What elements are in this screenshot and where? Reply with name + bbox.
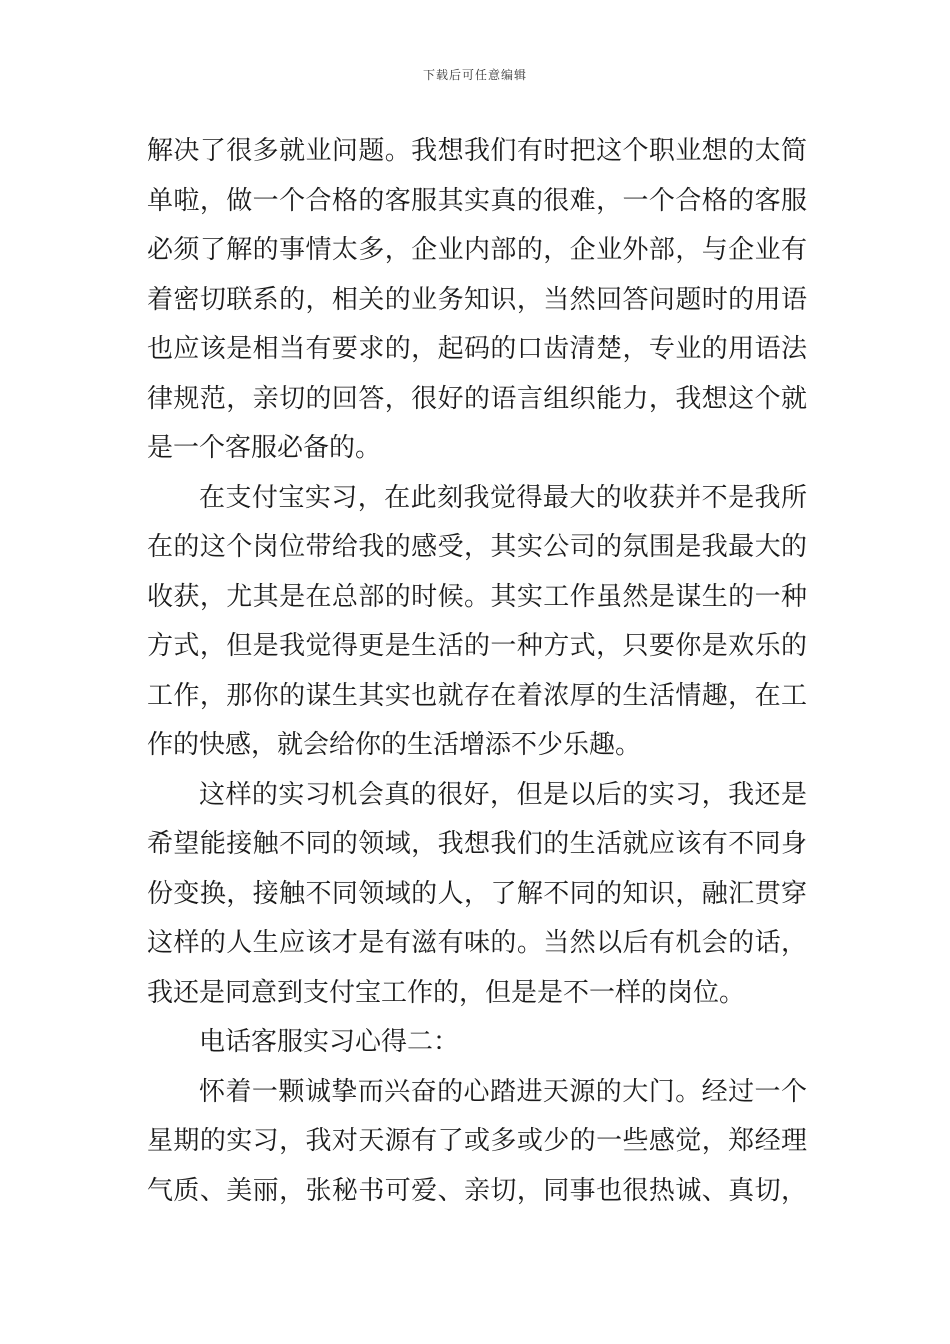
text-line: 作的快感，就会给你的生活增添不少乐趣。 xyxy=(147,730,642,760)
page-header: 下载后可任意编辑 xyxy=(422,68,527,82)
paragraph-2 xyxy=(147,474,807,771)
text-line: 电话客服实习心得二： xyxy=(199,1027,460,1057)
section-heading xyxy=(147,1018,807,1068)
text-line: 怀着一颗诚挚而兴奋的心踏进天源的大门。经过一个 xyxy=(199,1076,807,1107)
text-line: 也应该是相当有要求的，起码的口齿清楚，专业的用语法 xyxy=(147,334,807,364)
text-line: 律规范，亲切的回答，很好的语言组织能力，我想这个就 xyxy=(147,383,807,414)
text-line: 在支付宝实习，在此刻我觉得最大的收获并不是我所 xyxy=(199,482,807,513)
document-body xyxy=(147,127,807,1216)
text-line: 这样的人生应该才是有滋有味的。当然以后有机会的话， xyxy=(147,928,807,958)
text-line: 我还是同意到支付宝工作的，但是是不一样的岗位。 xyxy=(147,977,746,1008)
text-line: 气质、美丽，张秘书可爱、亲切，同事也很热诚、真切， xyxy=(147,1175,807,1206)
text-line: 希望能接触不同的领域，我想我们的生活就应该有不同身 xyxy=(147,829,807,859)
text-line: 星期的实习，我对天源有了或多或少的一些感觉，郑经理 xyxy=(147,1126,807,1156)
text-line: 是一个客服必备的。 xyxy=(147,433,382,463)
text-line: 解决了很多就业问题。我想我们有时把这个职业想的太简 xyxy=(147,136,807,166)
text-line: 方式，但是我觉得更是生活的一种方式，只要你是欢乐的 xyxy=(147,631,807,661)
paragraph-1 xyxy=(147,127,807,474)
paragraph-3 xyxy=(147,771,807,1019)
text-line: 这样的实习机会真的很好，但是以后的实习，我还是 xyxy=(199,779,807,810)
paragraph-5 xyxy=(147,1068,807,1217)
text-line: 在的这个岗位带给我的感受，其实公司的氛围是我最大的 xyxy=(147,532,807,562)
text-line: 份变换，接触不同领域的人，了解不同的知识，融汇贯穿 xyxy=(147,878,807,909)
text-line: 单啦，做一个合格的客服其实真的很难，一个合格的客服 xyxy=(147,185,807,216)
text-line: 工作，那你的谋生其实也就存在着浓厚的生活情趣，在工 xyxy=(147,680,807,711)
text-line: 着密切联系的，相关的业务知识，当然回答问题时的用语 xyxy=(147,284,807,315)
text-line: 必须了解的事情太多，企业内部的，企业外部，与企业有 xyxy=(147,235,807,265)
text-line: 收获，尤其是在总部的时候。其实工作虽然是谋生的一种 xyxy=(147,581,807,612)
